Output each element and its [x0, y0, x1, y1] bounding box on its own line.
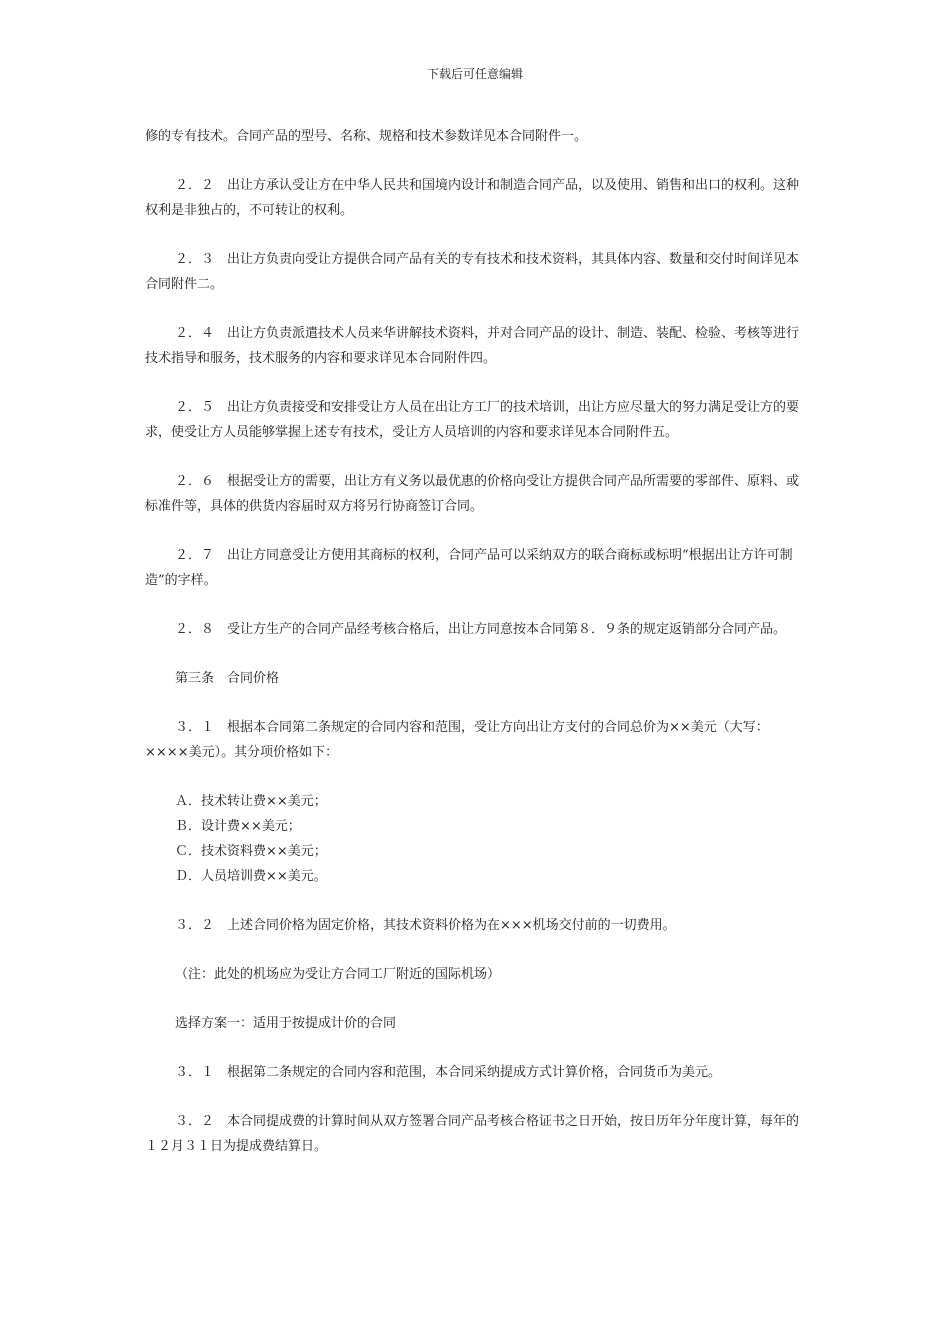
document-body: [145, 124, 811, 1159]
price-item-d: Ｄ．人员培训费××美元。: [175, 869, 327, 884]
clause-3-2: ３．２ 上述合同价格为固定价格，其技术资料价格为在×××机场交付前的一切费用。: [175, 918, 676, 933]
clause-2-2: ２．２ 出让方承认受让方在中华人民共和国境内设计和制造合同产品，以及使用、销售和出口的权利。这种权利是非独占的，不可转让的权利。: [145, 178, 800, 218]
clause-2-5: ２．５ 出让方负责接受和安排受让方人员在出让方工厂的技术培训，出让方应尽量大的努力满足受让方的要求，使受让方人员能够掌握上述专有技术，受让方人员培训的内容和要求详见本合同附件五。: [145, 400, 800, 440]
clause-2-7: ２．７ 出让方同意受让方使用其商标的权利，合同产品可以采纳双方的联合商标或标明“根据出让方许可制造”的字样。: [145, 548, 793, 588]
price-item-c: Ｃ．技术资料费××美元；: [175, 844, 327, 859]
page-header: 下载后可任意编辑: [426, 67, 523, 81]
clause-2-3: ２．３ 出让方负责向受让方提供合同产品有关的专有技术和技术资料，其具体内容、数量和交付时间详见本合同附件二。: [145, 252, 800, 292]
airport-note: （注：此处的机场应为受让方合同工厂附近的国际机场）: [175, 967, 501, 982]
clause-3-1: ３．１ 根据本合同第二条规定的合同内容和范围，受让方向出让方支付的合同总价为××美元（大写：××××美元）。其分项价格如下：: [145, 720, 769, 760]
price-item-b: Ｂ．设计费××美元；: [175, 819, 301, 834]
clause-2-4: ２．４ 出让方负责派遣技术人员来华讲解技术资料，并对合同产品的设计、制造、装配、检验、考核等进行技术指导和服务，技术服务的内容和要求详见本合同附件四。: [145, 326, 800, 366]
clause-2-6: ２．６ 根据受让方的需要，出让方有义务以最优惠的价格向受让方提供合同产品所需要的零部件、原料、或标准件等，具体的供货内容届时双方将另行协商签订合同。: [145, 474, 800, 514]
price-item-a: Ａ．技术转让费××美元；: [175, 794, 327, 809]
article-3-heading: 第三条 合同价格: [175, 671, 280, 686]
option-one-heading: 选择方案一：适用于按提成计价的合同: [175, 1016, 397, 1031]
clause-2-8: ２．８ 受让方生产的合同产品经考核合格后，出让方同意按本合同第８．９条的规定返销部分合同产品。: [175, 622, 787, 637]
option-clause-3-1: ３．１ 根据第二条规定的合同内容和范围，本合同采纳提成方式计算价格，合同货币为美元。: [175, 1065, 722, 1080]
paragraph-continuation: 修的专有技术。合同产品的型号、名称、规格和技术参数详见本合同附件一。: [145, 129, 588, 144]
option-clause-3-2: ３．２ 本合同提成费的计算时间从双方签署合同产品考核合格证书之日开始，按日历年分年度计算，每年的１２月３１日为提成费结算日。: [145, 1114, 800, 1154]
